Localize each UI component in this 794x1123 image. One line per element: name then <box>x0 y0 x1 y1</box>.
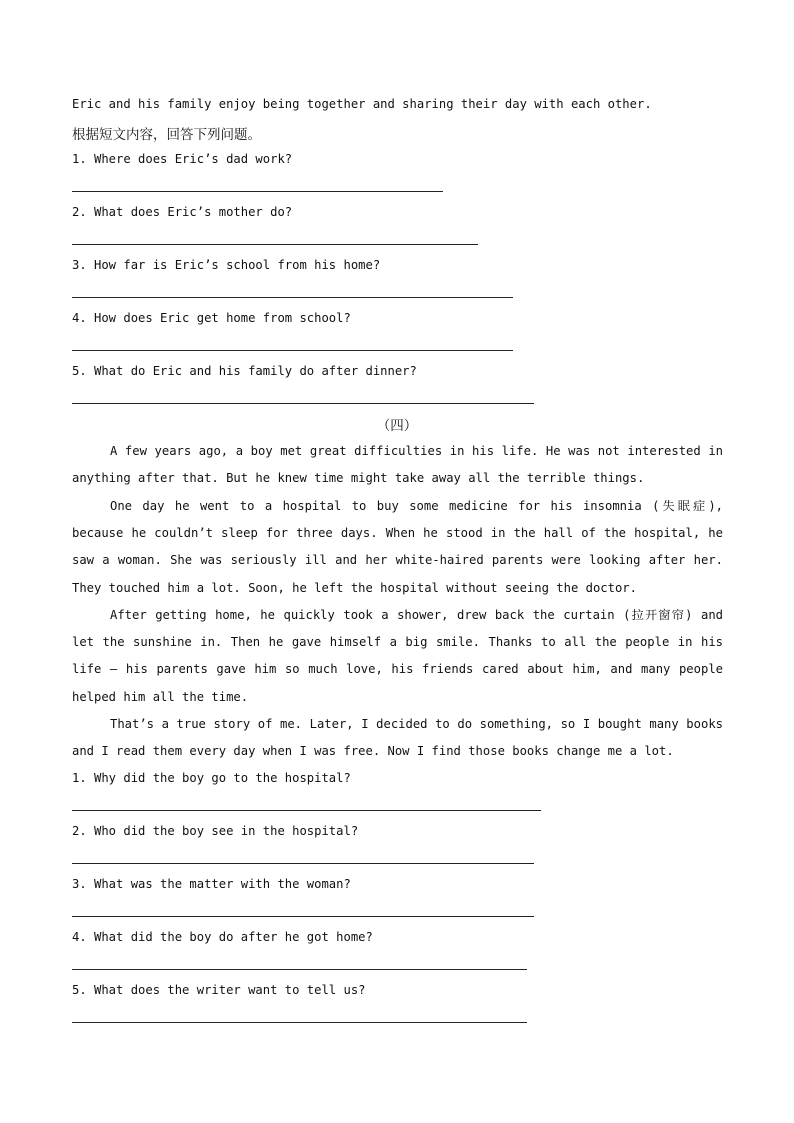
answer-line-p2-4[interactable] <box>72 969 527 970</box>
answer-line-p2-2[interactable] <box>72 863 534 864</box>
passage-paragraph-4: That’s a true story of me. Later, I decided to do something, so I bought many books and I read them every day when I was free. Now I find those books change me a lot. <box>72 717 723 759</box>
question-p1-1: 1. Where does Eric’s dad work? <box>72 152 293 166</box>
answer-line-p2-1[interactable] <box>72 810 541 811</box>
question-p1-4: 4. How does Eric get home from school? <box>72 311 351 325</box>
answer-line-p1-4[interactable] <box>72 350 513 351</box>
question-p1-2: 2. What does Eric’s mother do? <box>72 205 293 219</box>
answer-line-p2-5[interactable] <box>72 1022 527 1023</box>
section-heading: （四） <box>376 418 418 434</box>
answer-line-p1-1[interactable] <box>72 191 443 192</box>
question-p2-1: 1. Why did the boy go to the hospital? <box>72 771 351 785</box>
answer-line-p2-3[interactable] <box>72 916 534 917</box>
question-p2-5: 5. What does the writer want to tell us? <box>72 983 366 997</box>
passage-paragraph-1: A few years ago, a boy met great difficulties in his life. He was not interested in anything after that. But he knew time might take away all the terrible things. <box>72 444 723 486</box>
question-p2-2: 2. Who did the boy see in the hospital? <box>72 824 359 838</box>
question-p1-3: 3. How far is Eric’s school from his home? <box>72 258 381 272</box>
passage-paragraph-2: One day he went to a hospital to buy some medicine for his insomnia (失眠症), because he couldn’t sleep for three days. When he stood in the hall of the hospital, he saw a woman. She was seriously ill and her white-haired parents were looking after her. They touched him a lot. Soon, he left the hospital without seeing the doctor. <box>72 499 723 595</box>
answer-line-p1-3[interactable] <box>72 297 513 298</box>
answer-line-p1-2[interactable] <box>72 244 478 245</box>
intro-sentence: Eric and his family enjoy being together and sharing their day with each other. <box>72 97 652 111</box>
question-p2-3: 3. What was the matter with the woman? <box>72 877 351 891</box>
question-p1-5: 5. What do Eric and his family do after dinner? <box>72 364 417 378</box>
passage-paragraph-3: After getting home, he quickly took a shower, drew back the curtain (拉开窗帘) and let the sunshine in. Then he gave himself a big smile. Thanks to all the people in his life — his parents gave him so much love, his friends cared about him, and many people helped him all the time. <box>72 608 723 704</box>
instruction: 根据短文内容，回答下列问题。 <box>72 127 261 143</box>
question-p2-4: 4. What did the boy do after he got home? <box>72 930 373 944</box>
answer-line-p1-5[interactable] <box>72 403 534 404</box>
